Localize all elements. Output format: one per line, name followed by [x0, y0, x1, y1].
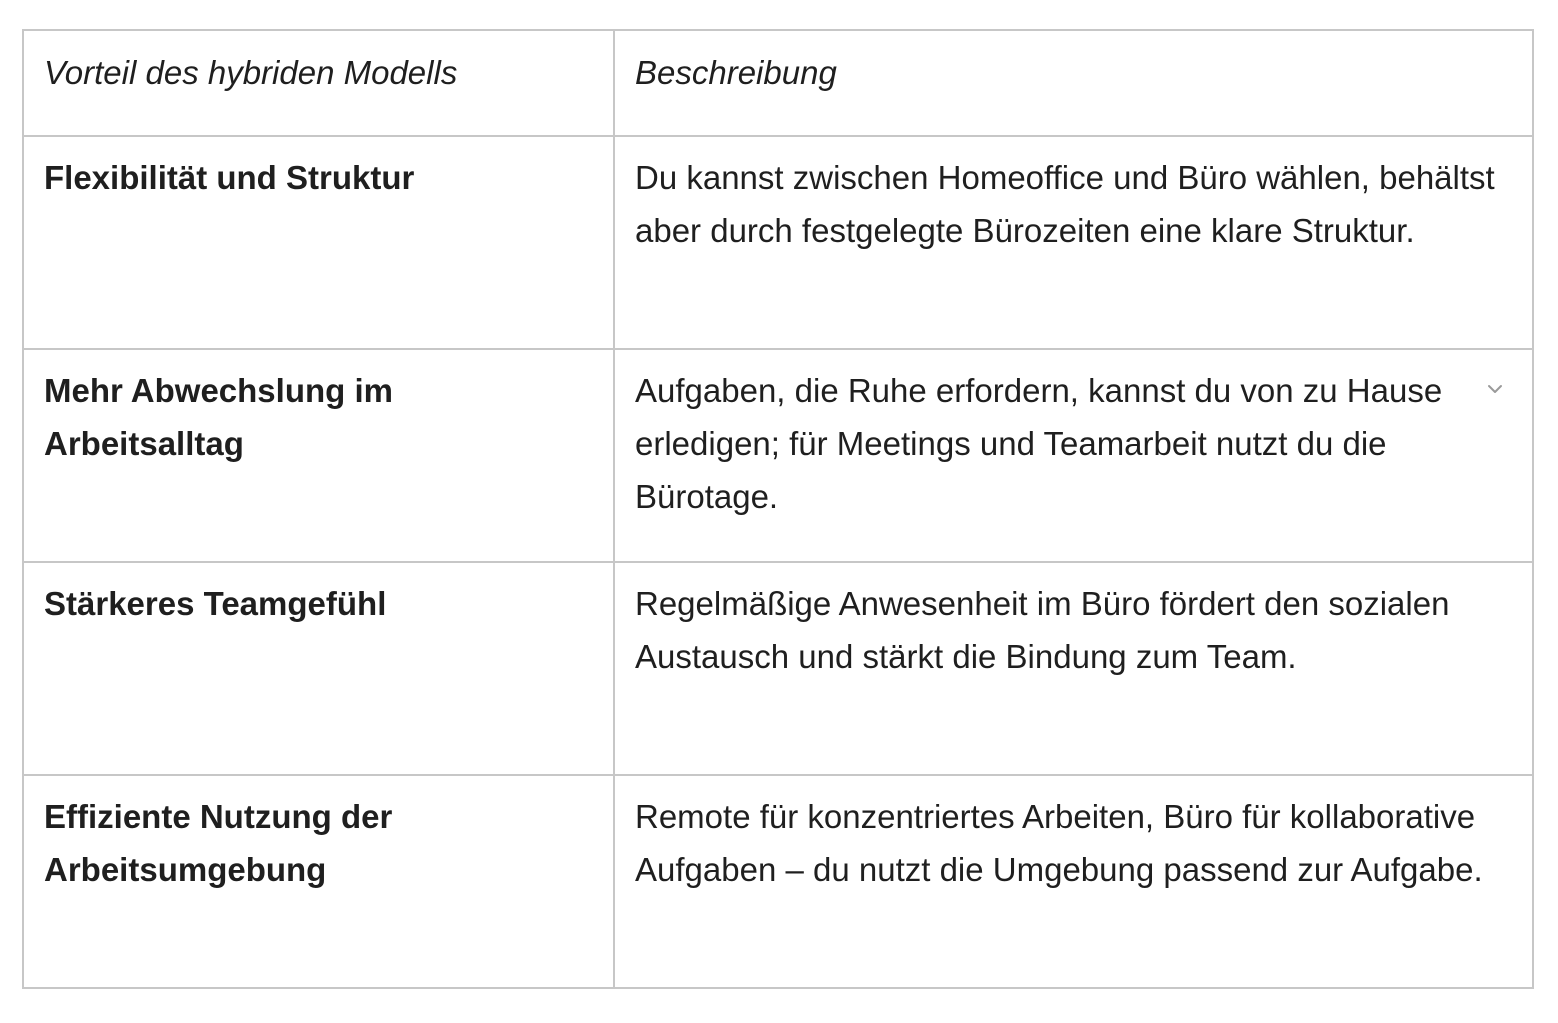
table-body: [23, 136, 1533, 988]
row-description: Remote für konzentriertes Arbeiten, Büro für kollaborative Aufgaben – du nutzt die Umgebung passend zur Aufgabe.: [614, 775, 1533, 988]
header-benefit: Vorteil des hybriden Modells: [23, 30, 614, 136]
comparison-table-container: [22, 29, 1532, 989]
table-header-row: [23, 30, 1533, 136]
table-row: [23, 562, 1533, 775]
benefits-table: [22, 29, 1534, 989]
row-label: Stärkeres Teamgefühl: [23, 562, 614, 775]
table-row: [23, 136, 1533, 349]
table-row: [23, 775, 1533, 988]
row-label: Flexibilität und Struktur: [23, 136, 614, 349]
table-header: [23, 30, 1533, 136]
row-description: Du kannst zwischen Homeoffice und Büro wählen, behältst aber durch festgelegte Bürozeiten eine klare Struktur.: [614, 136, 1533, 349]
chevron-down-icon[interactable]: [1486, 380, 1504, 398]
header-description: Beschreibung: [614, 30, 1533, 136]
row-description: Aufgaben, die Ruhe erfordern, kannst du von zu Hause erledigen; für Meetings und Teamarbeit nutzt du die Bürotage.: [635, 372, 1443, 515]
row-description: Regelmäßige Anwesenheit im Büro fördert den sozialen Austausch und stärkt die Bindung zum Team.: [614, 562, 1533, 775]
table-row: [23, 349, 1533, 562]
row-label: Mehr Abwechslung im Arbeitsalltag: [23, 349, 614, 562]
row-label: Effiziente Nutzung der Arbeitsumgebung: [23, 775, 614, 988]
row-description-cell: [614, 349, 1533, 562]
